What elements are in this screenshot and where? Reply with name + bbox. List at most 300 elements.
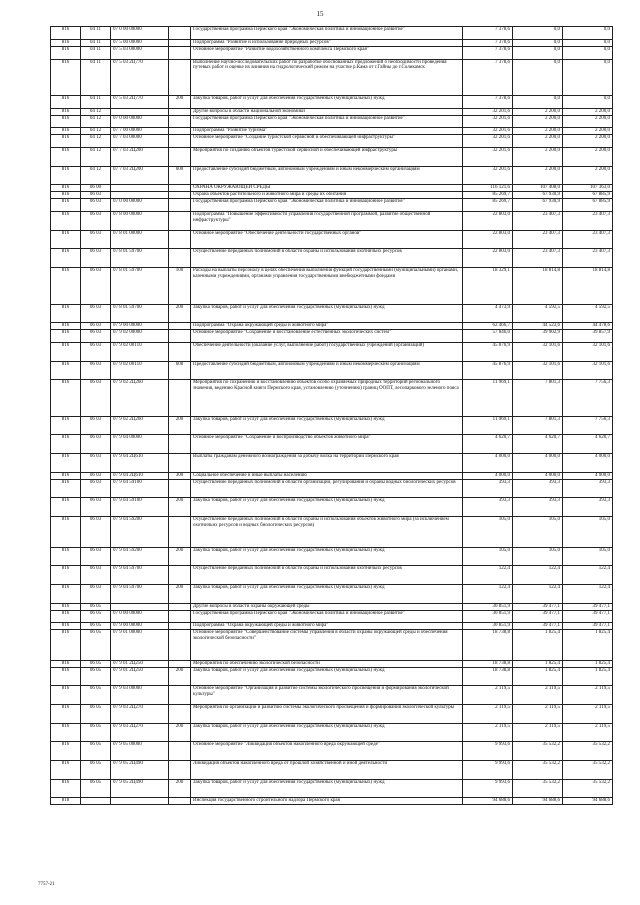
amount-year3-cell: 393,3 — [563, 479, 613, 498]
target-article-cell: 07 7 03 00000 — [111, 135, 169, 148]
admin-code-cell: 816 — [51, 192, 81, 199]
target-article-cell: 07 9 04 59200 — [111, 517, 169, 548]
expense-type-cell: 200 — [169, 667, 191, 686]
admin-code-cell: 816 — [51, 135, 81, 148]
table-row — [51, 212, 613, 231]
amount-year1-cell: 18 329,1 — [463, 268, 513, 304]
item-name-cell: Основное мероприятие "Обеспечение деятельности государственных органов" — [191, 230, 463, 249]
item-name-cell: Мероприятия по созданию объектов туристской сервисной и обеспечивающей инфраструктуры — [191, 148, 463, 167]
section-code-cell: 04 12 — [81, 135, 111, 148]
item-name-cell: Основное мероприятие "Сохранение и восстановление естественных экологических систем" — [191, 330, 463, 343]
section-code-cell: 04 11 — [81, 39, 111, 46]
amount-year1-cell: 32 201,6 — [463, 148, 513, 167]
amount-year3-cell: 23 407,3 — [563, 230, 613, 249]
admin-code-cell: 816 — [51, 46, 81, 59]
table-row — [51, 742, 613, 761]
target-article-cell: 07 7 00 00000 — [111, 128, 169, 135]
amount-year1-cell: 393,3 — [463, 498, 513, 517]
expense-type-cell: 200 — [169, 547, 191, 566]
expense-type-cell — [169, 454, 191, 473]
amount-year3-cell: 32 101,6 — [563, 342, 613, 361]
section-code-cell: 06 03 — [81, 454, 111, 473]
target-article-cell: 07 9 05 2Ц490 — [111, 761, 169, 780]
item-name-cell: Мероприятия по обеспечению экологической безопасности — [191, 660, 463, 667]
amount-year3-cell: 44 478,6 — [563, 323, 613, 330]
expense-type-cell — [169, 479, 191, 498]
amount-year2-cell: 0,0 — [513, 46, 563, 59]
amount-year1-cell: 30 851,9 — [463, 610, 513, 623]
table-row — [51, 630, 613, 661]
admin-code-cell: 816 — [51, 59, 81, 95]
expense-type-cell: 100 — [169, 268, 191, 304]
amount-year1-cell: 18 738,8 — [463, 667, 513, 686]
table-row — [51, 547, 613, 566]
target-article-cell: 07 9 02 00000 — [111, 330, 169, 343]
expense-type-cell — [169, 798, 191, 805]
expense-type-cell — [169, 115, 191, 128]
section-code-cell: 06 03 — [81, 584, 111, 603]
item-name-cell: Другие вопросы в области национальной экономики — [191, 108, 463, 115]
item-name-cell: Закупка товаров, работ и услуг для обеспечения государственных (муниципальных) нужд — [191, 95, 463, 108]
item-name-cell: Основное мероприятие "Развитие водохозяйственного комплекса Пермского края" — [191, 46, 463, 59]
amount-year2-cell: 23 407,3 — [513, 230, 563, 249]
admin-code-cell: 816 — [51, 128, 81, 135]
expense-type-cell — [169, 742, 191, 761]
table-row — [51, 330, 613, 343]
table-row — [51, 199, 613, 212]
item-name-cell: Другие вопросы в области охраны окружающей среды — [191, 603, 463, 610]
amount-year2-cell: 122,4 — [513, 566, 563, 585]
expense-type-cell — [169, 761, 191, 780]
amount-year2-cell: 2 200,0 — [513, 108, 563, 115]
admin-code-cell: 816 — [51, 249, 81, 268]
amount-year3-cell: 1 825,4 — [563, 660, 613, 667]
amount-year3-cell: 35 532,2 — [563, 779, 613, 798]
table-row — [51, 667, 613, 686]
amount-year1-cell: 7 378,6 — [463, 95, 513, 108]
amount-year1-cell: 7 378,6 — [463, 39, 513, 46]
target-article-cell: 07 9 04 59100 — [111, 479, 169, 498]
amount-year3-cell: 39 857,9 — [563, 330, 613, 343]
amount-year2-cell: 7 801,3 — [513, 416, 563, 435]
amount-year2-cell: 393,3 — [513, 479, 563, 498]
target-article-cell: 07 9 04 2Ц610 — [111, 454, 169, 473]
target-article-cell: 07 9 01 00000 — [111, 630, 169, 661]
admin-code-cell: 816 — [51, 723, 81, 742]
section-code-cell: 06 05 — [81, 660, 111, 667]
table-row — [51, 342, 613, 361]
admin-code-cell: 818 — [51, 798, 81, 805]
target-article-cell: 07 0 00 00000 — [111, 610, 169, 623]
amount-year2-cell: 4 620,7 — [513, 435, 563, 454]
amount-year3-cell: 0,0 — [563, 39, 613, 46]
section-code-cell: 06 03 — [81, 304, 111, 323]
amount-year1-cell: 85 269,7 — [463, 199, 513, 212]
admin-code-cell: 816 — [51, 108, 81, 115]
section-code-cell: 06 05 — [81, 686, 111, 705]
table-row — [51, 603, 613, 610]
section-code-cell — [81, 798, 111, 805]
admin-code-cell: 816 — [51, 380, 81, 416]
amount-year2-cell: 4 000,0 — [513, 454, 563, 473]
table-row — [51, 660, 613, 667]
target-article-cell: 07 9 01 2Ц250 — [111, 660, 169, 667]
amount-year1-cell: 22 803,0 — [463, 249, 513, 268]
amount-year1-cell: 45 876,9 — [463, 342, 513, 361]
target-article-cell: 07 9 04 59200 — [111, 547, 169, 566]
table-row — [51, 115, 613, 128]
admin-code-cell: 816 — [51, 472, 81, 479]
amount-year2-cell: 94 688,6 — [513, 798, 563, 805]
amount-year1-cell: 105,0 — [463, 547, 513, 566]
table-row — [51, 148, 613, 167]
amount-year1-cell: 393,3 — [463, 479, 513, 498]
amount-year2-cell: 35 532,2 — [513, 761, 563, 780]
expense-type-cell — [169, 212, 191, 231]
admin-code-cell: 816 — [51, 416, 81, 435]
amount-year3-cell: 2 119,5 — [563, 704, 613, 723]
amount-year1-cell: 32 201,6 — [463, 135, 513, 148]
item-name-cell: Подпрограмма "Развитие и использование природных ресурсов" — [191, 39, 463, 46]
admin-code-cell: 816 — [51, 330, 81, 343]
target-article-cell: 07 9 03 00000 — [111, 686, 169, 705]
target-article-cell: 07 9 02 2Ц260 — [111, 380, 169, 416]
target-article-cell: 07 8 01 59700 — [111, 268, 169, 304]
table-row — [51, 798, 613, 805]
expense-type-cell — [169, 660, 191, 667]
item-name-cell: Ликвидация объектов накопленного вреда от прошлой хозяйственной и иной деятельности — [191, 761, 463, 780]
expense-type-cell — [169, 323, 191, 330]
section-code-cell: 06 03 — [81, 230, 111, 249]
admin-code-cell: 816 — [51, 435, 81, 454]
amount-year2-cell: 1 825,4 — [513, 660, 563, 667]
amount-year2-cell: 23 407,3 — [513, 249, 563, 268]
section-code-cell: 04 11 — [81, 27, 111, 40]
table-row — [51, 498, 613, 517]
section-code-cell: 06 03 — [81, 479, 111, 498]
amount-year3-cell: 2 119,5 — [563, 723, 613, 742]
amount-year1-cell: 7 378,6 — [463, 46, 513, 59]
amount-year2-cell: 39 902,9 — [513, 330, 563, 343]
amount-year1-cell: 9 993,6 — [463, 779, 513, 798]
amount-year1-cell: 11 969,1 — [463, 416, 513, 435]
expense-type-cell — [169, 135, 191, 148]
amount-year3-cell: 2 200,0 — [563, 148, 613, 167]
expense-type-cell: 300 — [169, 472, 191, 479]
admin-code-cell: 816 — [51, 704, 81, 723]
amount-year3-cell: 107 363,0 — [563, 185, 613, 192]
section-code-cell: 06 03 — [81, 566, 111, 585]
admin-code-cell: 816 — [51, 268, 81, 304]
section-code-cell: 06 03 — [81, 472, 111, 479]
item-name-cell: Закупка товаров, работ и услуг для обеспечения государственных (муниципальных) нужд — [191, 416, 463, 435]
amount-year2-cell: 2 200,0 — [513, 115, 563, 128]
section-code-cell: 06 03 — [81, 380, 111, 416]
admin-code-cell: 816 — [51, 39, 81, 46]
amount-year1-cell: 18 738,8 — [463, 630, 513, 661]
amount-year2-cell: 393,3 — [513, 498, 563, 517]
item-name-cell: Государственная программа Пермского края "Экономическая политика и инновационное развитие" — [191, 27, 463, 40]
amount-year2-cell: 1 825,4 — [513, 667, 563, 686]
section-code-cell: 06 00 — [81, 185, 111, 192]
item-name-cell: Расходы на выплаты персоналу в целях обеспечения выполнения функций государственными (муниципальными) органами, казенными учреждениями, органами управления государственными внебюджетными фондами — [191, 268, 463, 304]
table-row — [51, 46, 613, 59]
admin-code-cell: 816 — [51, 566, 81, 585]
admin-code-cell: 816 — [51, 115, 81, 128]
admin-code-cell: 816 — [51, 630, 81, 661]
target-article-cell: 07 8 01 59700 — [111, 304, 169, 323]
expense-type-cell: 200 — [169, 779, 191, 798]
target-article-cell: 07 9 05 2Ц490 — [111, 779, 169, 798]
item-name-cell: Закупка товаров, работ и услуг для обеспечения государственных (муниципальных) нужд — [191, 667, 463, 686]
table-row — [51, 108, 613, 115]
amount-year1-cell: 62 466,7 — [463, 323, 513, 330]
amount-year2-cell: 0,0 — [513, 39, 563, 46]
table-row — [51, 323, 613, 330]
table-row — [51, 304, 613, 323]
section-code-cell: 06 03 — [81, 330, 111, 343]
amount-year2-cell: 4 000,0 — [513, 472, 563, 479]
admin-code-cell: 816 — [51, 584, 81, 603]
item-name-cell: Закупка товаров, работ и услуг для обеспечения государственных (муниципальных) нужд — [191, 723, 463, 742]
expense-type-cell — [169, 566, 191, 585]
section-code-cell: 06 05 — [81, 623, 111, 630]
amount-year3-cell: 0,0 — [563, 46, 613, 59]
target-article-cell: 07 0 00 00000 — [111, 115, 169, 128]
amount-year3-cell: 0,0 — [563, 27, 613, 40]
expense-type-cell — [169, 230, 191, 249]
amount-year3-cell: 32 101,6 — [563, 361, 613, 380]
amount-year3-cell: 2 200,0 — [563, 135, 613, 148]
table-row — [51, 416, 613, 435]
amount-year2-cell: 2 200,0 — [513, 166, 563, 185]
amount-year3-cell: 39 477,1 — [563, 623, 613, 630]
amount-year3-cell: 2 119,5 — [563, 686, 613, 705]
amount-year3-cell: 94 688,6 — [563, 798, 613, 805]
amount-year3-cell: 4 620,7 — [563, 435, 613, 454]
amount-year2-cell: 2 200,0 — [513, 128, 563, 135]
admin-code-cell: 816 — [51, 148, 81, 167]
expense-type-cell — [169, 128, 191, 135]
target-article-cell: 07 5 03 2Ц770 — [111, 59, 169, 95]
table-row — [51, 435, 613, 454]
item-name-cell: Осуществление переданных полномочий в области охраны и использования охотничьих ресурсов — [191, 566, 463, 585]
table-row — [51, 472, 613, 479]
amount-year2-cell: 4 592,5 — [513, 304, 563, 323]
target-article-cell: 07 9 03 2Ц270 — [111, 704, 169, 723]
amount-year1-cell: 45 876,9 — [463, 361, 513, 380]
amount-year2-cell: 39 477,1 — [513, 623, 563, 630]
expense-type-cell — [169, 704, 191, 723]
expense-type-cell: 200 — [169, 304, 191, 323]
expense-type-cell — [169, 330, 191, 343]
amount-year3-cell: 35 532,2 — [563, 742, 613, 761]
table-row — [51, 59, 613, 95]
section-code-cell: 06 03 — [81, 199, 111, 212]
amount-year3-cell: 1 825,4 — [563, 667, 613, 686]
amount-year3-cell: 1 825,4 — [563, 630, 613, 661]
admin-code-cell: 816 — [51, 779, 81, 798]
amount-year1-cell: 85 269,7 — [463, 192, 513, 199]
section-code-cell: 06 05 — [81, 603, 111, 610]
admin-code-cell: 816 — [51, 166, 81, 185]
item-name-cell: Закупка товаров, работ и услуг для обеспечения государственных (муниципальных) нужд — [191, 547, 463, 566]
item-name-cell: Основное мероприятие "Сохранение и воспроизводство объектов животного мира" — [191, 435, 463, 454]
admin-code-cell: 816 — [51, 27, 81, 40]
table-row — [51, 686, 613, 705]
amount-year1-cell: 94 688,6 — [463, 798, 513, 805]
admin-code-cell: 816 — [51, 686, 81, 705]
section-code-cell: 06 03 — [81, 192, 111, 199]
expense-type-cell — [169, 27, 191, 40]
expense-type-cell — [169, 623, 191, 630]
amount-year2-cell: 105,0 — [513, 517, 563, 548]
table-row — [51, 584, 613, 603]
admin-code-cell: 816 — [51, 361, 81, 380]
admin-code-cell: 816 — [51, 610, 81, 623]
section-code-cell: 06 03 — [81, 342, 111, 361]
amount-year2-cell: 2 119,5 — [513, 723, 563, 742]
item-name-cell: Основное мероприятие "Ликвидация объектов накопленного вреда окружающей среде" — [191, 742, 463, 761]
section-code-cell: 06 05 — [81, 779, 111, 798]
amount-year2-cell: 35 532,2 — [513, 742, 563, 761]
amount-year3-cell: 4 592,5 — [563, 304, 613, 323]
target-article-cell: 07 9 01 2Ц250 — [111, 667, 169, 686]
item-name-cell: Подпрограмма "Повышение эффективности управления государственной программой, развитие общественной инфраструктуры" — [191, 212, 463, 231]
expense-type-cell — [169, 185, 191, 192]
item-name-cell: Закупка товаров, работ и услуг для обеспечения государственных (муниципальных) нужд — [191, 584, 463, 603]
item-name-cell: Осуществление переданных полномочий в области охраны и использования охотничьих ресурсов — [191, 249, 463, 268]
amount-year3-cell: 67 885,9 — [563, 199, 613, 212]
target-article-cell: 07 9 00 00000 — [111, 323, 169, 330]
table-row — [51, 230, 613, 249]
item-name-cell: Выполнение научно-исследовательских работ по разработке обоснованных предложений о необходимости проведения путевых работ и оценке их влияния на гидрологический режим на участке р.Кама от г.Гайны до г.Соликамск — [191, 59, 463, 95]
expense-type-cell: 200 — [169, 723, 191, 742]
amount-year1-cell: 116 121,6 — [463, 185, 513, 192]
amount-year1-cell: 11 969,1 — [463, 380, 513, 416]
section-code-cell: 06 03 — [81, 416, 111, 435]
target-article-cell — [111, 798, 169, 805]
admin-code-cell: 816 — [51, 230, 81, 249]
section-code-cell: 06 03 — [81, 212, 111, 231]
section-code-cell: 06 03 — [81, 498, 111, 517]
amount-year2-cell: 1 825,4 — [513, 630, 563, 661]
target-article-cell: 07 9 04 59700 — [111, 584, 169, 603]
amount-year3-cell: 23 407,3 — [563, 249, 613, 268]
item-name-cell: Охрана объектов растительного и животного мира и среды их обитания — [191, 192, 463, 199]
amount-year3-cell: 39 477,1 — [563, 603, 613, 610]
table-row — [51, 454, 613, 473]
expense-type-cell — [169, 39, 191, 46]
target-article-cell: 07 9 00 00000 — [111, 623, 169, 630]
table-row — [51, 761, 613, 780]
amount-year1-cell: 22 803,0 — [463, 230, 513, 249]
expense-type-cell: 600 — [169, 166, 191, 185]
expense-type-cell — [169, 603, 191, 610]
admin-code-cell: 816 — [51, 454, 81, 473]
expense-type-cell — [169, 148, 191, 167]
expense-type-cell — [169, 59, 191, 95]
item-name-cell: Закупка товаров, работ и услуг для обеспечения государственных (муниципальных) нужд — [191, 779, 463, 798]
amount-year2-cell: 105,0 — [513, 547, 563, 566]
target-article-cell: 07 5 00 00000 — [111, 39, 169, 46]
amount-year3-cell: 39 477,1 — [563, 610, 613, 623]
amount-year2-cell: 67 930,9 — [513, 199, 563, 212]
admin-code-cell: 816 — [51, 623, 81, 630]
target-article-cell: 07 9 05 00000 — [111, 742, 169, 761]
amount-year1-cell: 32 201,6 — [463, 115, 513, 128]
admin-code-cell: 816 — [51, 660, 81, 667]
amount-year1-cell: 122,4 — [463, 584, 513, 603]
amount-year3-cell: 2 200,0 — [563, 115, 613, 128]
table-row — [51, 39, 613, 46]
amount-year3-cell: 0,0 — [563, 59, 613, 95]
target-article-cell: 07 8 00 00000 — [111, 212, 169, 231]
target-article-cell: 07 9 03 2Ц270 — [111, 723, 169, 742]
table-row — [51, 566, 613, 585]
amount-year2-cell: 67 930,9 — [513, 192, 563, 199]
section-code-cell: 04 11 — [81, 59, 111, 95]
target-article-cell: 07 7 03 2Ц200 — [111, 166, 169, 185]
amount-year1-cell: 32 201,6 — [463, 108, 513, 115]
amount-year2-cell: 2 200,0 — [513, 148, 563, 167]
amount-year1-cell: 2 119,5 — [463, 686, 513, 705]
amount-year1-cell: 9 993,6 — [463, 761, 513, 780]
target-article-cell: 07 8 01 00000 — [111, 230, 169, 249]
amount-year1-cell: 30 851,9 — [463, 623, 513, 630]
expense-type-cell — [169, 192, 191, 199]
item-name-cell: Предоставление субсидий бюджетным, автономным учреждениям и иным некоммерческим организациям — [191, 361, 463, 380]
item-name-cell: Основное мероприятие "Создание туристской сервисной и обеспечивающей инфраструктуры" — [191, 135, 463, 148]
table-row — [51, 380, 613, 416]
item-name-cell: Подпрограмма "Охрана окружающей среды и животного мира" — [191, 623, 463, 630]
item-name-cell: Мероприятия по сохранению и восстановлению объектов особо охраняемых природных территорий регионального значения, ведению Красной книги Пермского края, установлению (уточнению) границ ООПТ, лесопаркового зеленого пояса — [191, 380, 463, 416]
item-name-cell: Основное мероприятие "Совершенствование системы управления в области охраны окружающей среды и обеспечения экологической безопасности" — [191, 630, 463, 661]
section-code-cell: 04 12 — [81, 115, 111, 128]
item-name-cell: Осуществление переданных полномочий в области охраны и использования объектов животного мира (за исключением охотничьих ресурсов и водных биологических ресурсов) — [191, 517, 463, 548]
amount-year2-cell: 2 119,5 — [513, 704, 563, 723]
amount-year3-cell: 4 000,0 — [563, 472, 613, 479]
table-row — [51, 779, 613, 798]
section-code-cell: 06 03 — [81, 547, 111, 566]
admin-code-cell: 816 — [51, 212, 81, 231]
amount-year1-cell: 2 119,5 — [463, 723, 513, 742]
amount-year2-cell: 0,0 — [513, 27, 563, 40]
amount-year1-cell: 22 803,0 — [463, 212, 513, 231]
admin-code-cell: 816 — [51, 742, 81, 761]
item-name-cell: Государственная программа Пермского края "Экономическая политика и инновационное развитие" — [191, 199, 463, 212]
amount-year3-cell: 2 200,0 — [563, 108, 613, 115]
amount-year3-cell: 2 200,0 — [563, 128, 613, 135]
amount-year1-cell: 18 738,8 — [463, 660, 513, 667]
table-row — [51, 135, 613, 148]
item-name-cell: Инспекция государственного строительного надзора Пермского края — [191, 798, 463, 805]
expense-type-cell — [169, 610, 191, 623]
amount-year3-cell: 23 407,3 — [563, 212, 613, 231]
item-name-cell: Осуществление переданных полномочий в области организации, регулирования и охраны водных биологических ресурсов — [191, 479, 463, 498]
amount-year2-cell: 35 532,2 — [513, 779, 563, 798]
table-row — [51, 27, 613, 40]
table-row — [51, 723, 613, 742]
amount-year3-cell: 2 200,0 — [563, 166, 613, 185]
item-name-cell: Закупка товаров, работ и услуг для обеспечения государственных (муниципальных) нужд — [191, 498, 463, 517]
admin-code-cell: 816 — [51, 479, 81, 498]
section-code-cell: 06 05 — [81, 667, 111, 686]
amount-year3-cell: 4 000,0 — [563, 454, 613, 473]
amount-year2-cell: 32 101,6 — [513, 342, 563, 361]
section-code-cell: 04 12 — [81, 108, 111, 115]
amount-year3-cell: 393,3 — [563, 498, 613, 517]
